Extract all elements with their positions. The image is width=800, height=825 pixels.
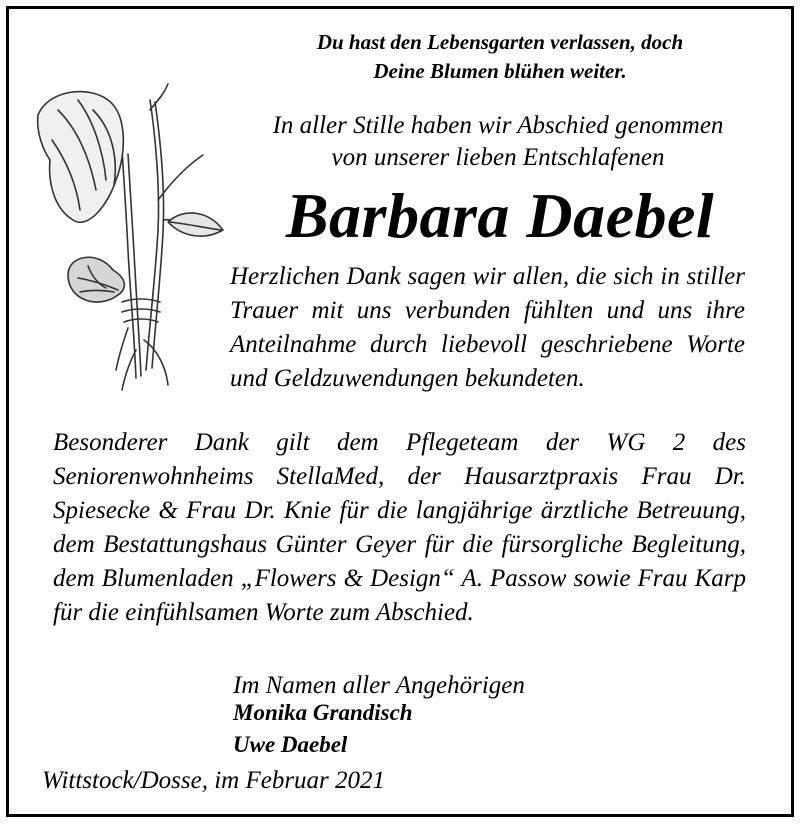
motto-line-1: Du hast den Lebensgarten verlassen, doch xyxy=(316,30,684,54)
signoff: Im Namen aller Angehörigen xyxy=(233,672,525,699)
thanks-special: Besonderer Dank gilt dem Pflegeteam der WG 2 des Seniorenwohnheims StellaMed, der Hausarztpraxis Frau Dr. Spiesecke & Frau Dr. Knie für die langjährige ärztliche Betreuung, dem Bestattungshaus Günter Geyer für die fürsorgliche Begleitung, dem Blumenladen „Flowers & Design“ A. Passow sowie Frau Karp für die einfühlsamen Worte zum Abschied. xyxy=(53,429,746,626)
intro-line-1: In aller Stille haben wir Abschied genommen xyxy=(272,112,724,139)
thanks-general: Herzlichen Dank sagen wir allen, die sich in stiller Trauer mit uns verbunden fühlten und uns ihre Anteilnahme durch liebevoll geschriebene Worte und Geldzuwendungen bekundeten. xyxy=(230,263,745,392)
signer-2: Uwe Daebel xyxy=(233,732,348,757)
motto xyxy=(230,28,770,86)
intro-line-2: von unserer lieben Entschlafenen xyxy=(331,144,665,171)
motto-line-2: Deine Blumen blühen weiter. xyxy=(373,59,627,83)
signer-1: Monika Grandisch xyxy=(233,700,413,725)
flower-illustration-icon xyxy=(18,70,238,400)
deceased-name: Barbara Daebel xyxy=(285,180,715,251)
intro xyxy=(228,110,768,174)
place-date: Wittstock/Dosse, im Februar 2021 xyxy=(42,767,386,794)
